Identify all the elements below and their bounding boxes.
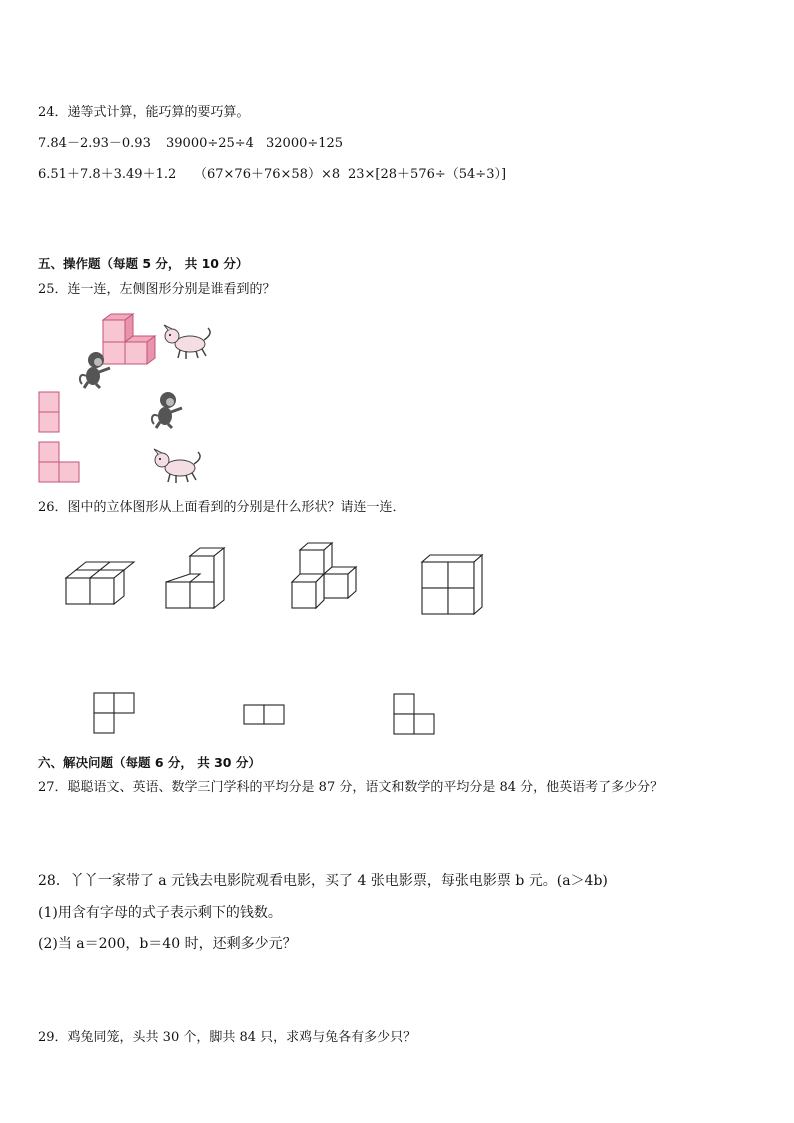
view-two-stacked-squares <box>39 392 59 432</box>
top-view-l-down-right <box>394 694 434 734</box>
q24-expr-3: 32000÷125 <box>266 136 344 151</box>
q24-expr-4: 6.51＋7.8＋3.49＋1.2 <box>38 167 177 182</box>
q26-title: 26．图中的立体图形从上面看到的分别是什么形状？请连一连． <box>38 500 406 515</box>
q24-expr-1: 7.84－2.93－0.93 <box>38 136 151 151</box>
q24-expr-2: 39000÷25÷4 <box>166 136 254 151</box>
view-l-shape <box>39 442 79 482</box>
q24-title: 24．递等式计算，能巧算的要巧算。 <box>38 105 250 120</box>
q25-title: 25．连一连，左侧图形分别是谁看到的？ <box>38 282 276 297</box>
cube-stack-3d <box>103 314 155 364</box>
q27-title: 27．聪聪语文、英语、数学三门学科的平均分是 87 分，语文和数学的平均分是 84 分，他英语考了多少分？ <box>38 780 664 795</box>
monkey-icon <box>152 392 182 428</box>
q26-figure <box>60 538 490 738</box>
q28-part-2: (2)当 a＝200，b＝40 时，还剩多少元？ <box>38 936 297 952</box>
q28-part-1: (1)用含有字母的式子表示剩下的钱数。 <box>38 905 282 921</box>
top-view-two-squares <box>244 705 284 724</box>
q25-figure <box>36 308 226 490</box>
q24-expr-6: 23×[28＋576÷（54÷3）] <box>348 167 507 182</box>
solid-3 <box>292 543 356 608</box>
q29-title: 29．鸡兔同笼，头共 30 个，脚共 84 只，求鸡与兔各有多少只？ <box>38 1030 417 1045</box>
section-5-title: 五、操作题（每题 5 分， 共 10 分） <box>38 256 249 271</box>
solid-1 <box>66 562 134 604</box>
solid-2 <box>166 548 224 608</box>
q28-title: 28．丫丫一家带了 a 元钱去电影院观看电影，买了 4 张电影票，每张电影票 b 元。(a＞4b) <box>38 873 608 889</box>
top-view-l-up-right <box>94 693 134 733</box>
section-6-title: 六、解决问题（每题 6 分， 共 30 分） <box>38 755 261 770</box>
q24-expr-5: （67×76＋76×58）×8 <box>194 167 341 182</box>
dog-icon <box>164 325 210 359</box>
dog-icon <box>154 449 200 483</box>
solid-4 <box>422 555 482 614</box>
